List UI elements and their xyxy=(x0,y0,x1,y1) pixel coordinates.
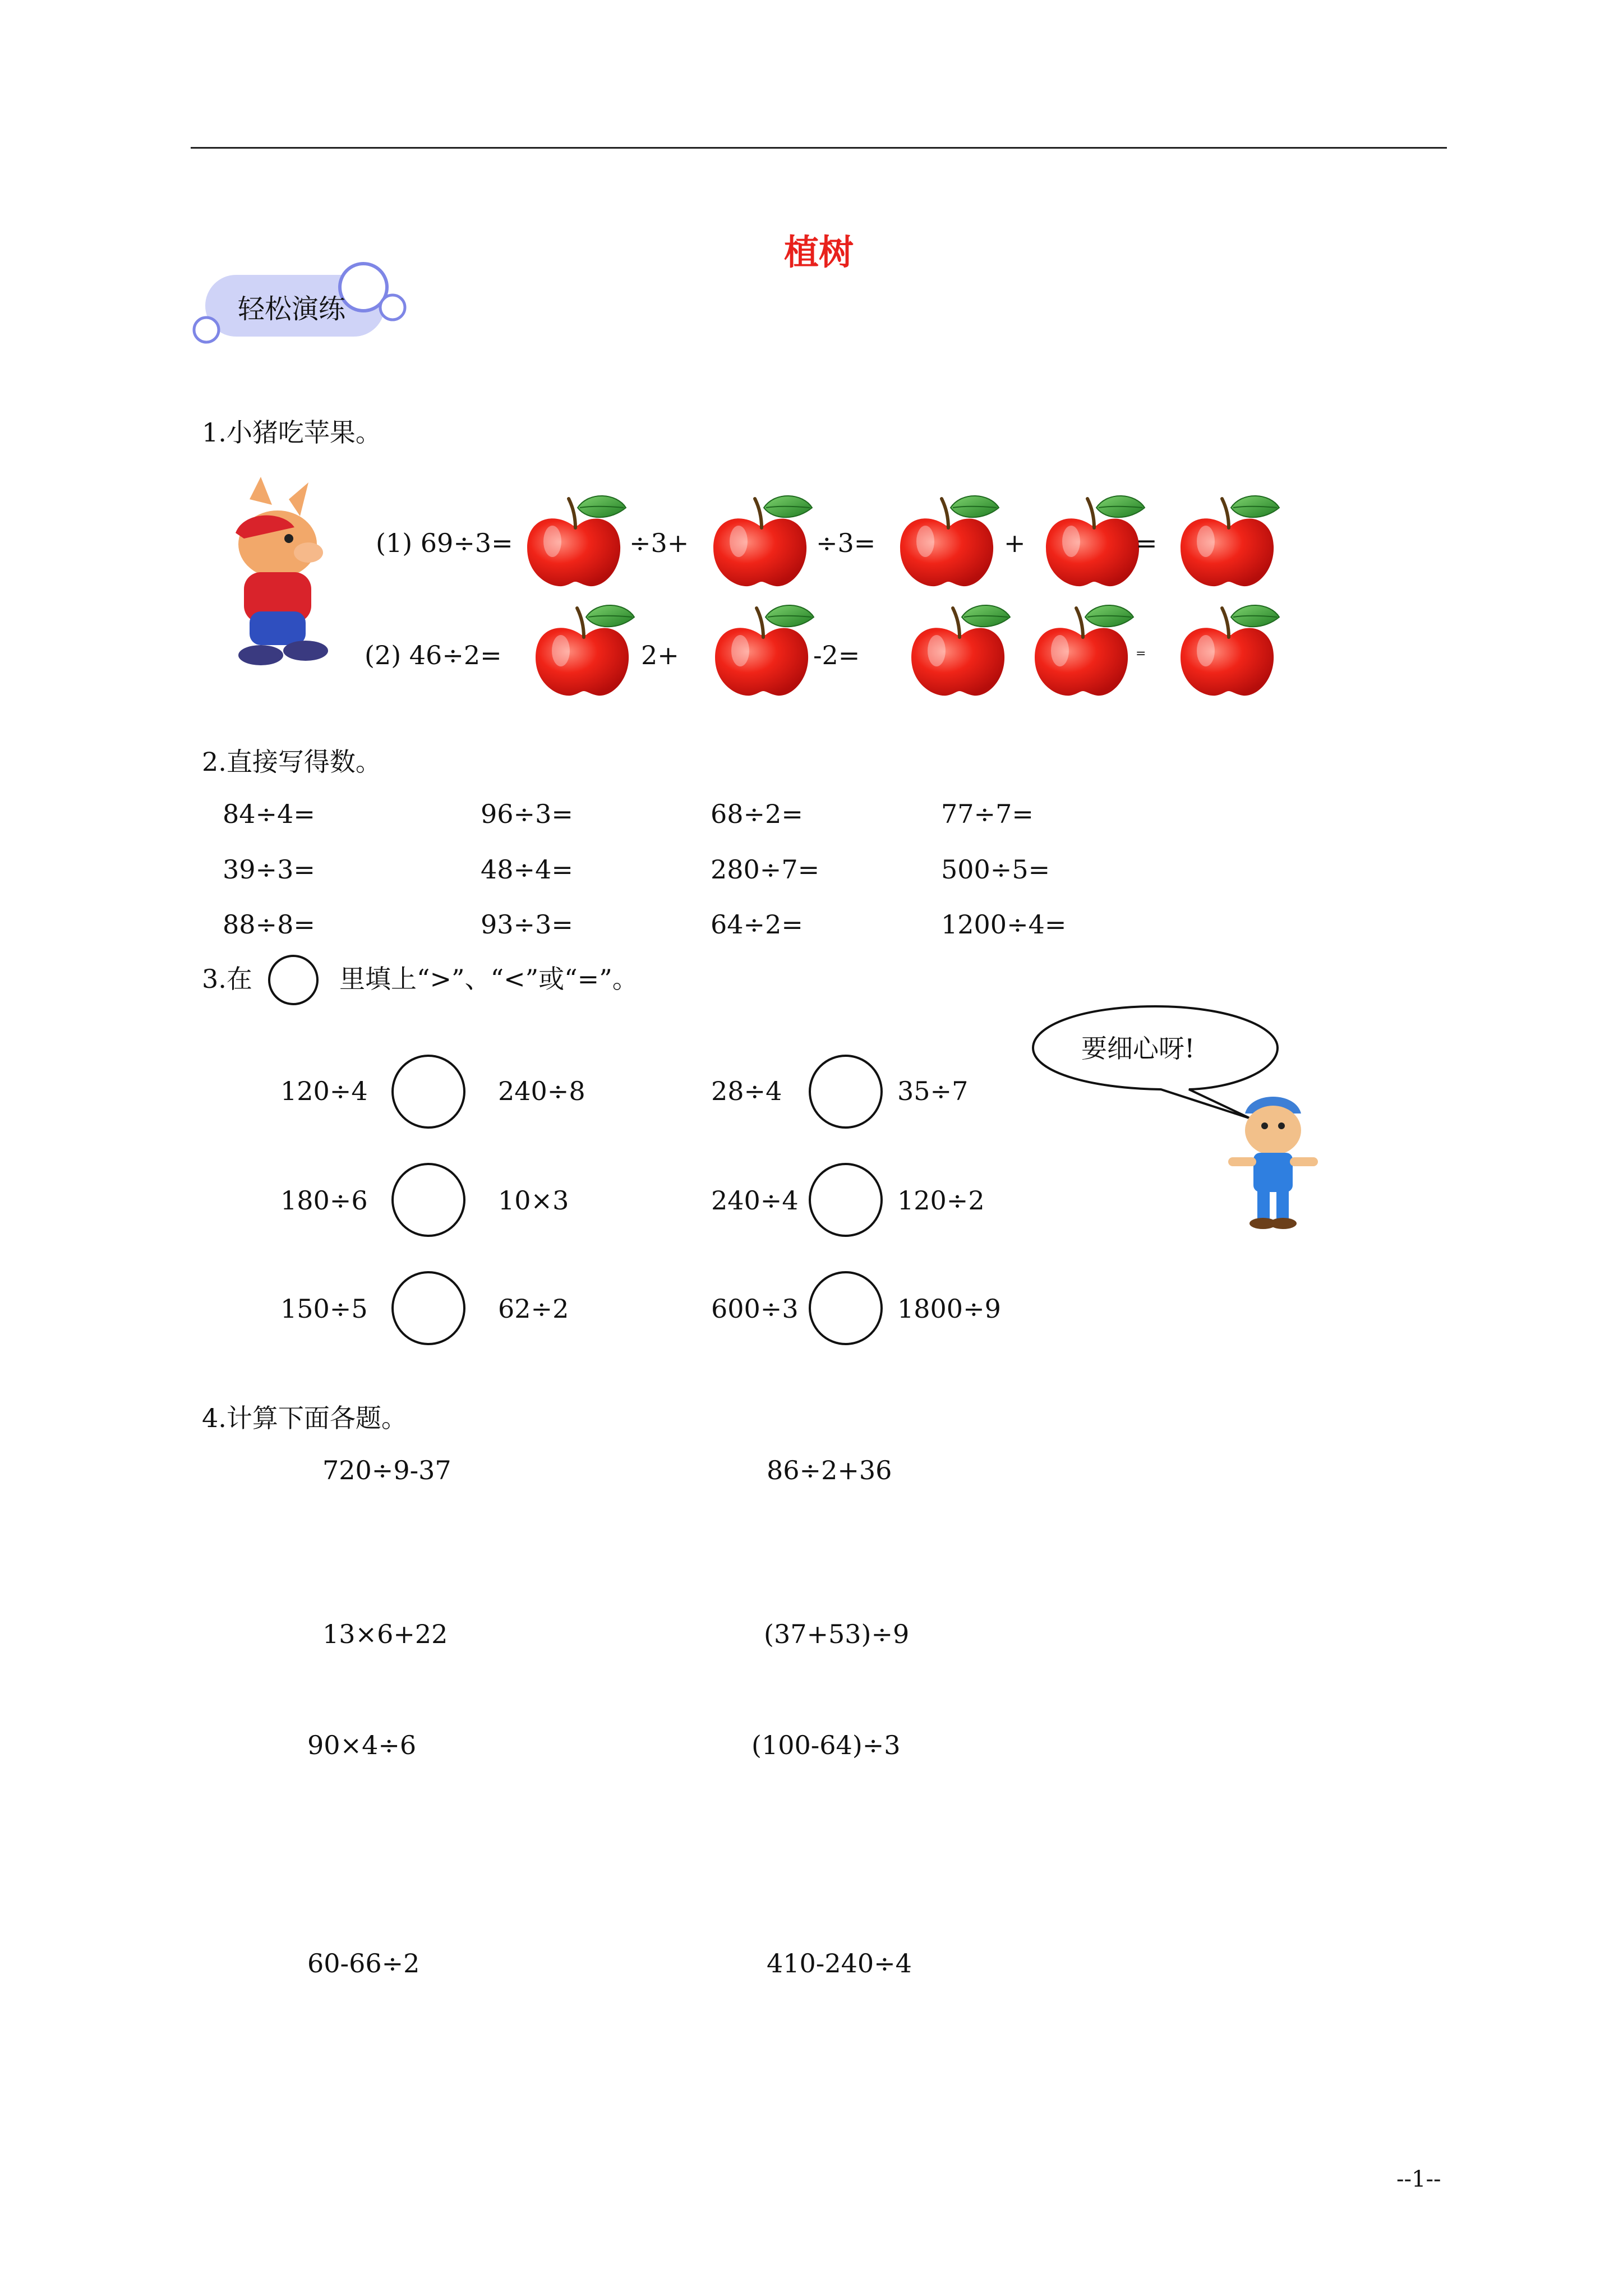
q4-item: (100-64)÷3 xyxy=(751,1730,901,1760)
q2-item: 500÷5= xyxy=(941,854,1050,885)
q1-line1-op3: + xyxy=(1004,528,1026,558)
q4-item: 86÷2+36 xyxy=(767,1455,892,1485)
boy-illustration xyxy=(1223,1091,1324,1231)
q2-item: 64÷2= xyxy=(711,909,803,940)
apple-icon xyxy=(1029,595,1136,701)
answer-circle xyxy=(268,955,319,1005)
q3-right-expr: 62÷2 xyxy=(498,1294,569,1324)
apple-icon xyxy=(708,485,814,592)
answer-circle[interactable] xyxy=(391,1055,465,1129)
q4-item: 410-240÷4 xyxy=(767,1948,912,1978)
q4-item: 60-66÷2 xyxy=(307,1948,420,1978)
q3-left-expr: 28÷4 xyxy=(711,1076,782,1106)
apple-icon xyxy=(906,595,1012,701)
apple-icon xyxy=(522,485,628,592)
apple-icon xyxy=(1175,485,1281,592)
q3-left-expr: 120÷4 xyxy=(280,1076,368,1106)
q3-left-expr: 150÷5 xyxy=(280,1294,368,1324)
apple-icon xyxy=(895,485,1001,592)
pig-illustration xyxy=(210,477,339,668)
q1-line1-label: (1) 69÷3= xyxy=(376,528,513,558)
q3-right-expr: 240÷8 xyxy=(498,1076,585,1106)
apple-icon xyxy=(1040,485,1147,592)
speech-bubble-text: 要细心呀! xyxy=(1081,1033,1195,1064)
q3-right-expr: 120÷2 xyxy=(897,1185,985,1216)
q2-item: 96÷3= xyxy=(481,799,573,829)
answer-circle[interactable] xyxy=(809,1163,883,1237)
answer-circle[interactable] xyxy=(391,1163,465,1237)
q3-right-expr: 10×3 xyxy=(498,1185,569,1216)
q3-left-expr: 600÷3 xyxy=(711,1294,799,1324)
q1-line2-op2: -2= xyxy=(813,640,860,670)
q2-item: 39÷3= xyxy=(223,854,315,885)
q2-item: 1200÷4= xyxy=(941,909,1067,940)
q2-item: 77÷7= xyxy=(941,799,1034,829)
apple-icon xyxy=(530,595,637,701)
q2-item: 84÷4= xyxy=(223,799,315,829)
q2-item: 280÷7= xyxy=(711,854,820,885)
q1-line2-label: (2) 46÷2= xyxy=(365,640,502,670)
q4-item: (37+53)÷9 xyxy=(764,1619,910,1649)
q1-line2-op3: = xyxy=(1136,647,1146,661)
page-title: 植树 xyxy=(783,232,854,273)
q4-heading: 4.计算下面各题。 xyxy=(202,1403,407,1433)
section-badge xyxy=(190,258,414,348)
q2-item: 88÷8= xyxy=(223,909,315,940)
q2-item: 48÷4= xyxy=(481,854,573,885)
q1-line1-op4: = xyxy=(1136,528,1158,558)
q1-heading: 1.小猪吃苹果。 xyxy=(202,417,381,448)
q4-item: 13×6+22 xyxy=(322,1619,448,1649)
q2-heading: 2.直接写得数。 xyxy=(202,747,381,777)
answer-circle[interactable] xyxy=(809,1055,883,1129)
header-rule xyxy=(191,147,1447,149)
q3-right-expr: 35÷7 xyxy=(897,1076,969,1106)
apple-icon xyxy=(709,595,816,701)
q3-left-expr: 180÷6 xyxy=(280,1185,368,1216)
section-badge-label: 轻松演练 xyxy=(238,293,346,325)
page-number: --1-- xyxy=(1396,2166,1441,2192)
q4-item: 720÷9-37 xyxy=(322,1455,451,1485)
q3-heading-prefix: 3.在 xyxy=(202,964,252,994)
q3-heading-suffix: 里填上“>”、“<”或“=”。 xyxy=(339,964,638,994)
q1-line1-op2: ÷3= xyxy=(816,528,876,558)
answer-circle[interactable] xyxy=(809,1271,883,1345)
q4-item: 90×4÷6 xyxy=(307,1730,417,1760)
q1-line2-op1: 2+ xyxy=(641,640,679,670)
q3-right-expr: 1800÷9 xyxy=(897,1294,1001,1324)
q2-item: 68÷2= xyxy=(711,799,803,829)
q3-left-expr: 240÷4 xyxy=(711,1185,799,1216)
apple-icon xyxy=(1175,595,1281,701)
q2-item: 93÷3= xyxy=(481,909,573,940)
q1-line1-op1: ÷3+ xyxy=(629,528,689,558)
answer-circle[interactable] xyxy=(391,1271,465,1345)
